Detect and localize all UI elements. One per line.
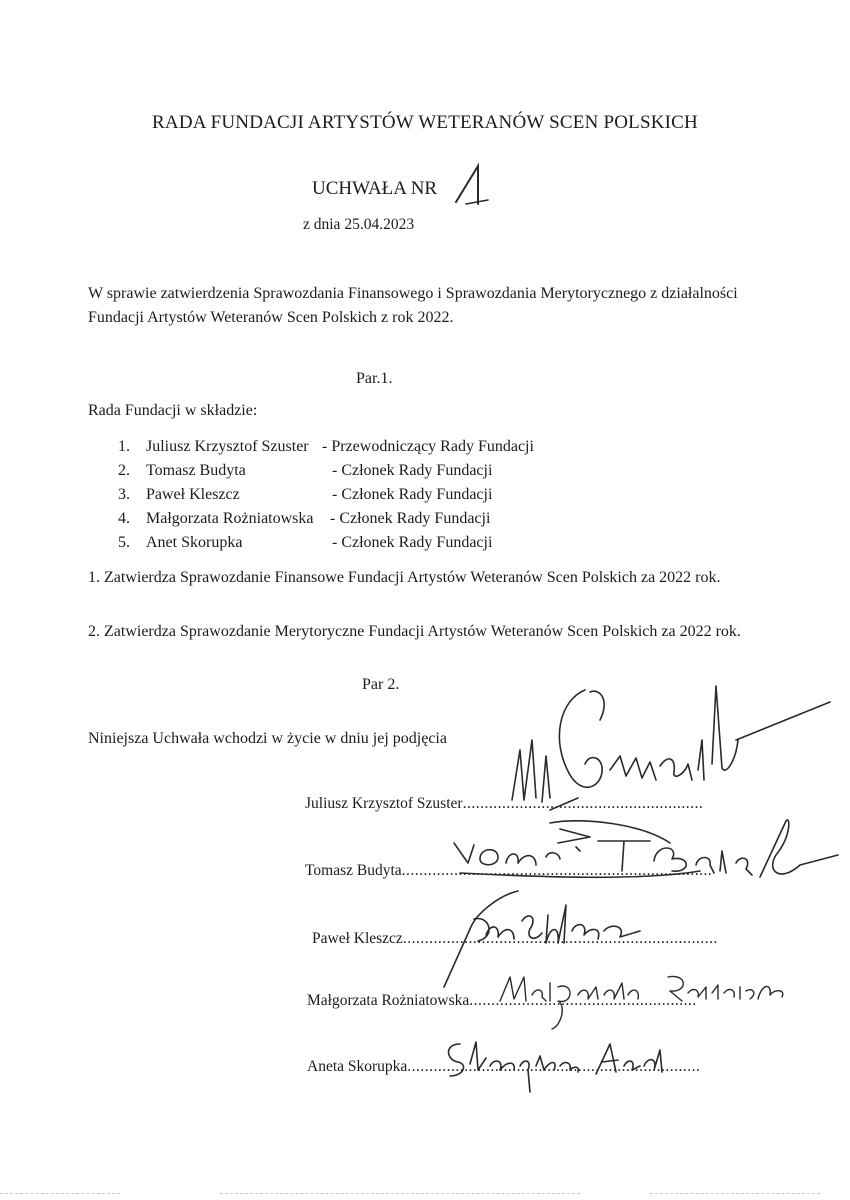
member-number: 5. bbox=[118, 534, 130, 551]
member-name: Anet Skorupka bbox=[146, 534, 243, 551]
signature-skorupka-image bbox=[420, 1030, 680, 1100]
member-name: Juliusz Krzysztof Szuster bbox=[146, 438, 309, 455]
member-name: Tomasz Budyta bbox=[146, 462, 246, 479]
member-name: Paweł Kleszcz bbox=[146, 486, 240, 503]
signature-dots: ........................................................................ bbox=[402, 930, 718, 947]
point-2: 2. Zatwierdza Sprawozdanie Merytoryczne Fundacji Artystów Weteranów Scen Polskich za 2022 rok. bbox=[88, 623, 741, 640]
member-number: 2. bbox=[118, 462, 130, 479]
member-number: 3. bbox=[118, 486, 130, 503]
signature-dots: .................................................... bbox=[469, 992, 697, 1009]
member-role: - Przewodniczący Rady Fundacji bbox=[322, 438, 534, 455]
signature-dots: ....................................................................... bbox=[401, 862, 713, 879]
signature-rozniatowska-image bbox=[492, 965, 792, 1035]
resolution-subject: W sprawie zatwierdzenia Sprawozdania Finansowego i Sprawozdania Merytorycznego z działalności Fundacji Artystów Weteranów Scen Polskich z rok 2022. bbox=[88, 285, 738, 326]
resolution-date: z dnia 25.04.2023 bbox=[303, 216, 415, 233]
signature-szuster-image bbox=[490, 680, 840, 820]
member-name: Małgorzata Rożniatowska bbox=[146, 510, 314, 527]
signatory-name: Aneta Skorupka bbox=[307, 1058, 408, 1075]
signatory-name: Paweł Kleszcz bbox=[312, 930, 403, 947]
resolution-label bbox=[312, 178, 437, 200]
member-number: 1. bbox=[118, 438, 130, 455]
signatory-name: Małgorzata Rożniatowska bbox=[307, 992, 470, 1009]
point-1: 1. Zatwierdza Sprawozdanie Finansowe Fundacji Artystów Weteranów Scen Polskich za 2022 rok. bbox=[88, 569, 721, 586]
member-role: - Członek Rady Fundacji bbox=[332, 534, 493, 551]
scan-mark bbox=[220, 1193, 580, 1194]
member-role: - Członek Rady Fundacji bbox=[332, 462, 493, 479]
signature-dots: ....................................................... bbox=[462, 795, 704, 812]
member-role: - Członek Rady Fundacji bbox=[330, 510, 491, 527]
scan-mark bbox=[0, 1193, 120, 1194]
signatory-name: Juliusz Krzysztof Szuster bbox=[305, 795, 463, 812]
par1-heading: Par.1. bbox=[356, 370, 393, 387]
member-number: 4. bbox=[118, 510, 130, 527]
signature-budyta-image bbox=[440, 815, 840, 895]
document-title: RADA FUNDACJI ARTYSTÓW WETERANÓW SCEN POLSKICH bbox=[152, 112, 698, 133]
signature-dots: ................................................................... bbox=[407, 1058, 701, 1075]
entry-into-force: Niniejsza Uchwała wchodzi w życie w dniu jej podjęcia bbox=[88, 730, 447, 747]
resolution-label-text: UCHWAŁA NR bbox=[312, 178, 438, 199]
member-role: - Członek Rady Fundacji bbox=[332, 486, 493, 503]
scan-mark bbox=[650, 1193, 820, 1194]
signatory-name: Tomasz Budyta bbox=[305, 862, 402, 879]
par2-heading: Par 2. bbox=[362, 676, 400, 693]
council-intro: Rada Fundacji w składzie: bbox=[88, 402, 258, 419]
